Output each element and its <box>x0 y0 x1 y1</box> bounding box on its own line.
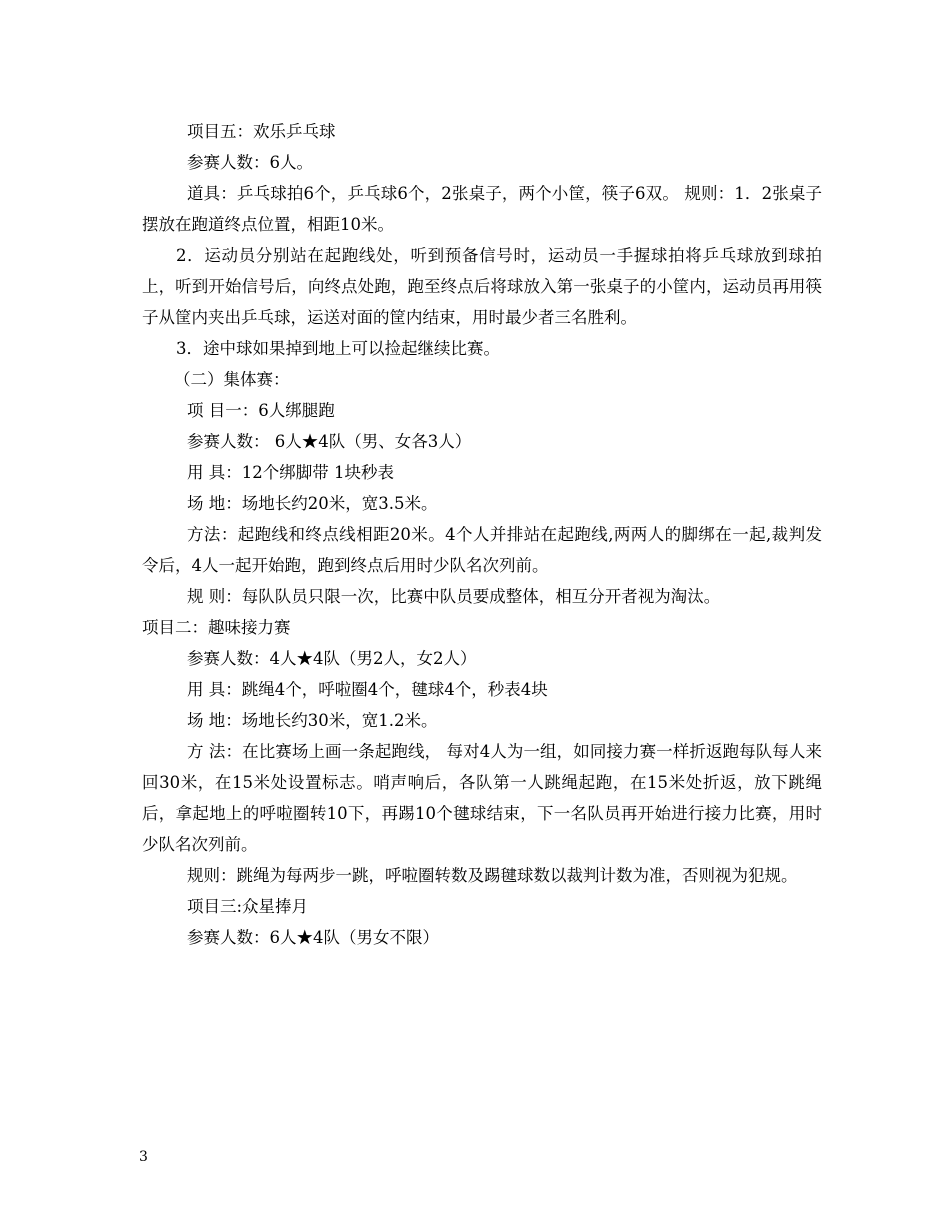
group-event-one-method: 方法：起跑线和终点线相距20米。4个人并排站在起跑线,两两人的脚绑在一起,裁判发令后，4人一起开始跑，跑到终点后用时少队名次列前。 <box>142 525 822 575</box>
group-event-one-rules: 规 则：每队队员只限一次，比赛中队员要成整体，相互分开者视为淘汰。 <box>187 587 721 606</box>
group-event-two-venue: 场 地：场地长约30米，宽1.2米。 <box>187 711 438 730</box>
group-event-two-rules: 规则：跳绳为每两步一跳，呼啦圈转数及踢毽球数以裁判计数为准，否则视为犯规。 <box>187 866 798 885</box>
group-event-three-participants: 参赛人数：6人★4队（男女不限） <box>187 928 439 947</box>
section-heading-group: （二）集体赛： <box>174 370 290 389</box>
group-event-one-title: 项 目一：6人绑腿跑 <box>187 401 335 420</box>
group-event-one-participants: 参赛人数： 6人★4队（男、女各3人） <box>187 432 472 451</box>
group-event-two-method: 方 法：在比赛场上画一条起跑线， 每对4人为一组，如同接力赛一样折返跑每队每人来回30米，在15米处设置标志。哨声响后，各队第一人跳绳起跑，在15米处折返，放下跳绳后，拿起地上的呼啦圈转10下，再踢10个毽球结束，下一名队员再开始进行接力比赛，用时少队名次列前。 <box>142 742 822 854</box>
group-event-two-title: 项目二：趣味接力赛 <box>142 618 291 637</box>
event-five-rule-3: 3．途中球如果掉到地上可以捡起继续比赛。 <box>176 339 500 358</box>
group-event-one-venue: 场 地：场地长约20米，宽3.5米。 <box>187 494 438 513</box>
event-five-participants: 参赛人数：6人。 <box>187 153 313 172</box>
event-five-equipment-rules: 道具：乒乓球拍6个，乒乓球6个，2张桌子，两个小筐，筷子6双。 规则：1．2张桌子摆放在跑道终点位置，相距10米。 <box>142 184 822 234</box>
event-five-rule-2: 2．运动员分别站在起跑线处，听到预备信号时，运动员一手握球拍将乒乓球放到球拍上，听到开始信号后，向终点处跑，跑至终点后将球放入第一张桌子的小筐内，运动员再用筷子从筐内夹出乒乓球，运送对面的筐内结束，用时最少者三名胜利。 <box>142 246 822 327</box>
group-event-one-equipment: 用 具：12个绑脚带 1块秒表 <box>187 463 394 482</box>
group-event-three-title: 项目三:众星捧月 <box>187 897 309 916</box>
document-body <box>142 116 822 953</box>
group-event-two-participants: 参赛人数：4人★4队（男2人，女2人） <box>187 649 477 668</box>
group-event-two-equipment: 用 具：跳绳4个，呼啦圈4个，毽球4个，秒表4块 <box>187 680 548 699</box>
page-number: 3 <box>139 1149 148 1165</box>
event-five-title: 项目五：欢乐乒乓球 <box>187 122 336 141</box>
